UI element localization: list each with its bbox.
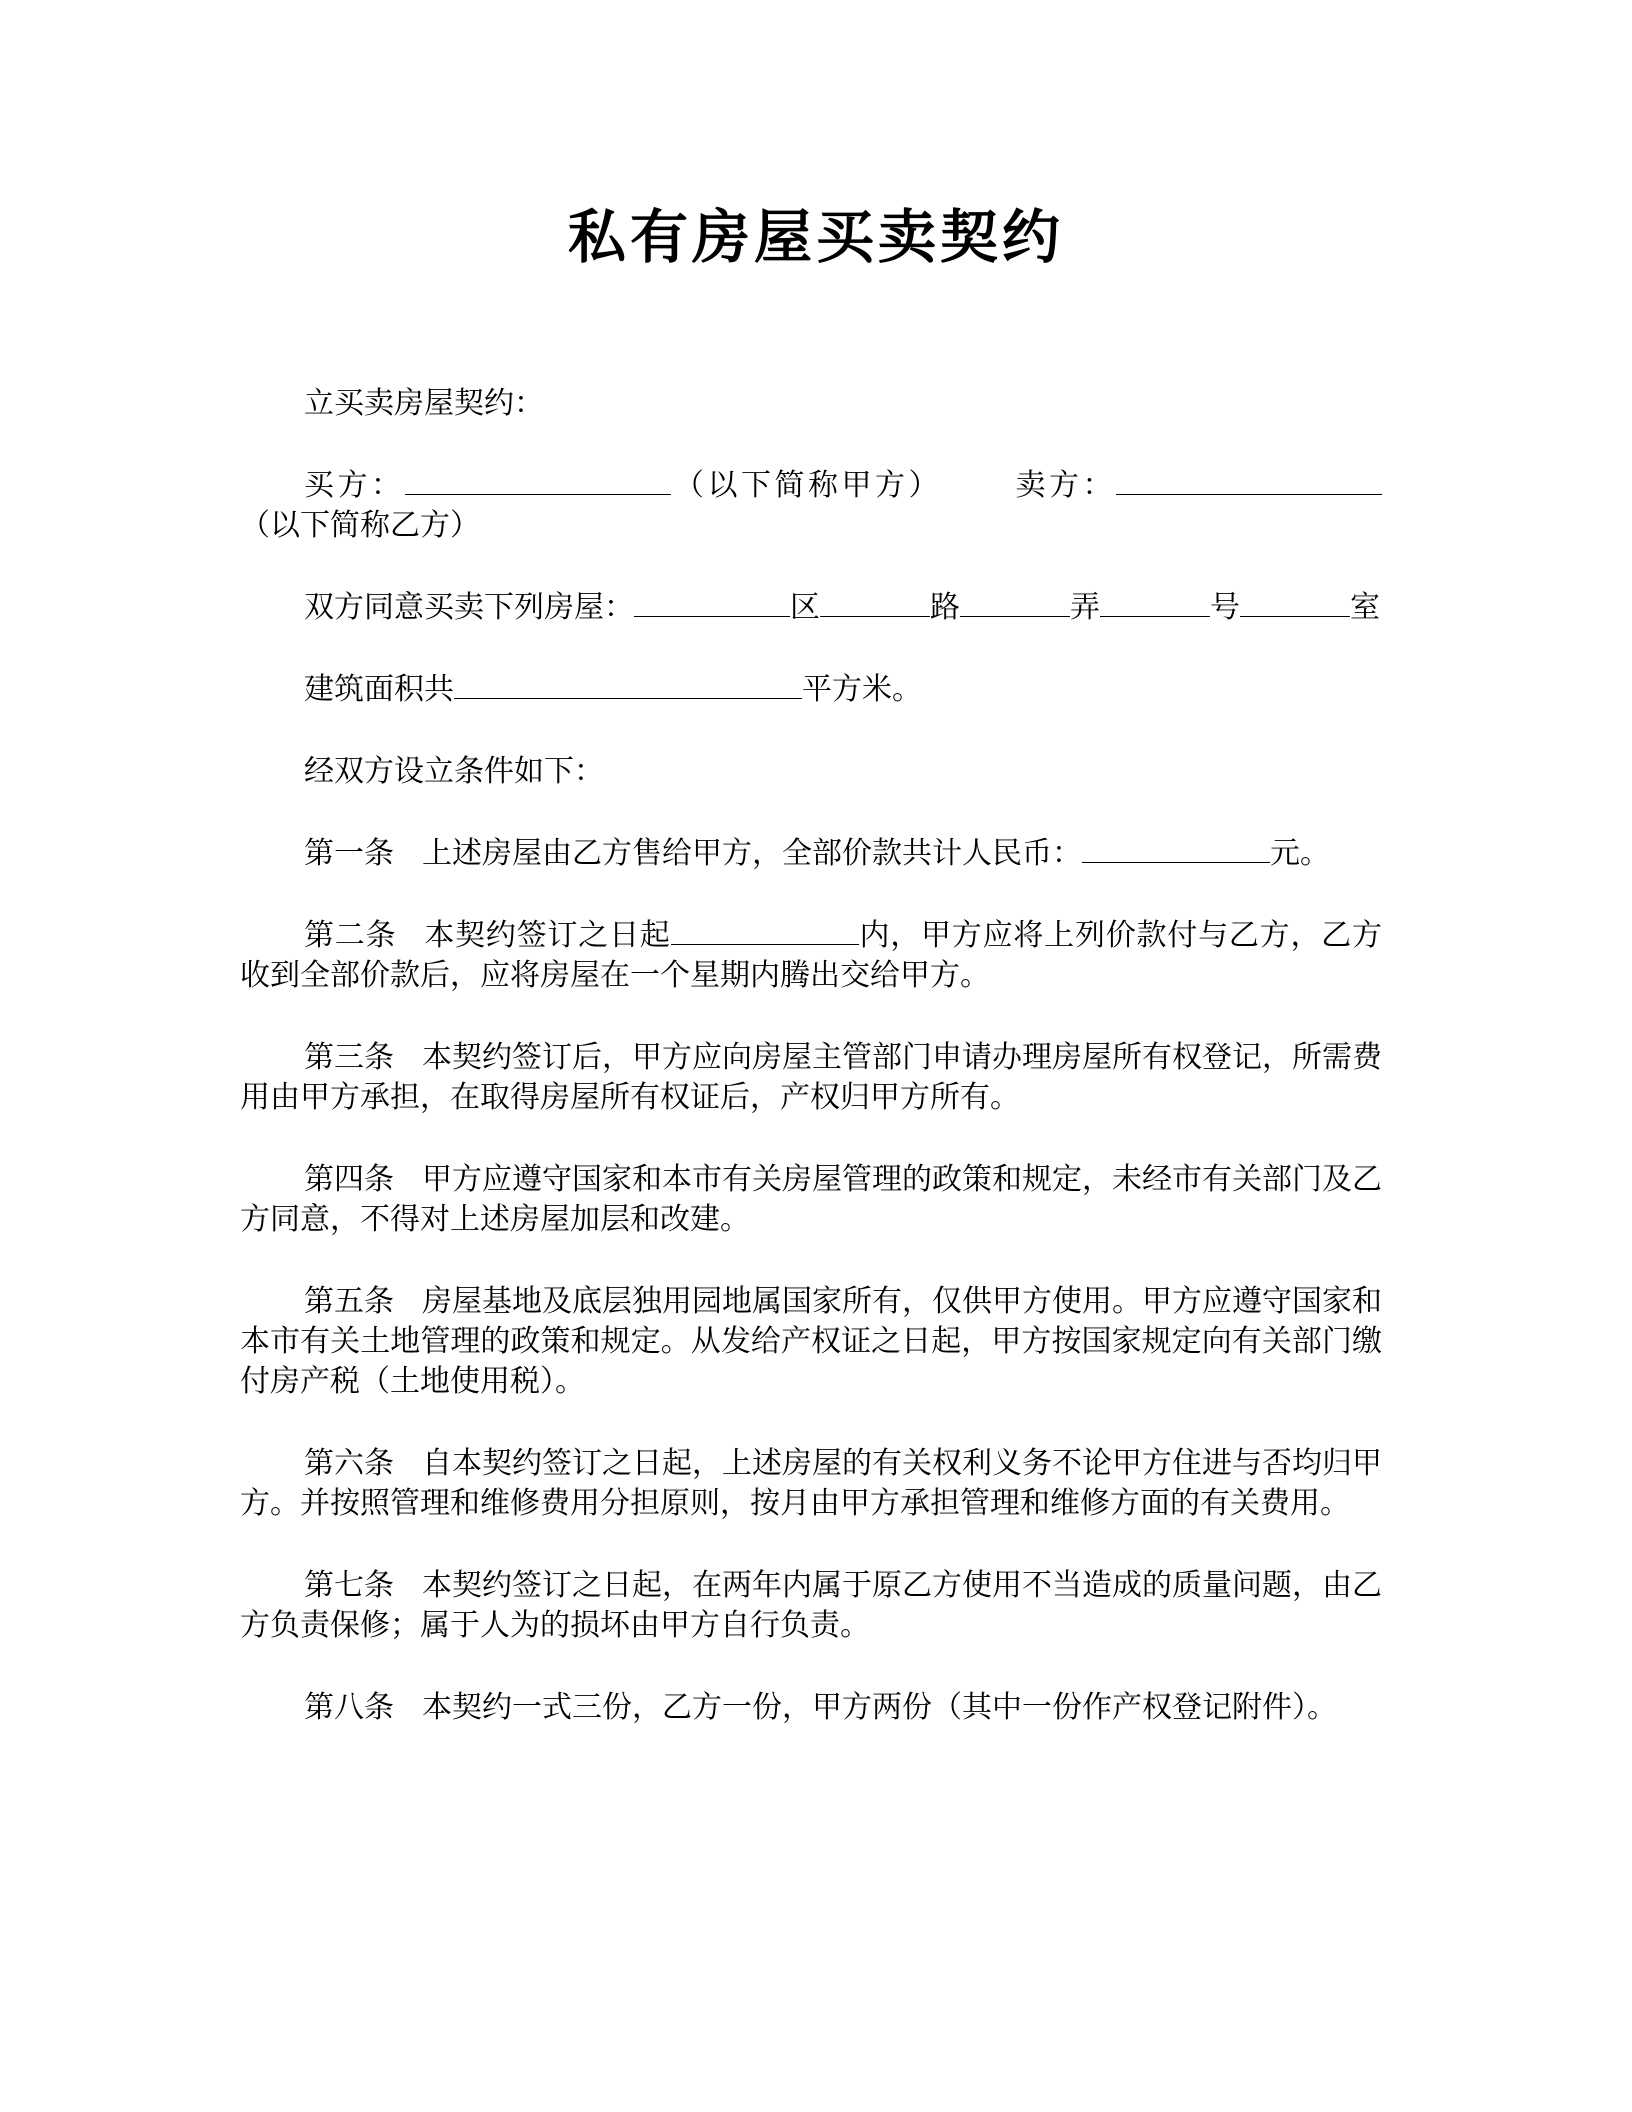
road-label: 路 <box>930 590 960 625</box>
buyer-name-blank[interactable] <box>405 466 671 495</box>
house-prefix: 双方同意买卖下列房屋： <box>304 590 634 625</box>
article-number: 第一条 <box>304 836 394 871</box>
article-2 <box>240 916 1382 996</box>
article-text: 本契约签订之日起，在两年内属于原乙方使用不当造成的质量问题，由乙方负责保修；属于人为的损坏由甲方自行负责。 <box>240 1568 1382 1643</box>
article-4 <box>240 1160 1382 1240</box>
buyer-label: 买方： <box>304 468 405 503</box>
document-body <box>240 384 1382 1770</box>
number-label: 号 <box>1210 590 1240 625</box>
paragraph-area <box>240 670 1382 710</box>
article-3 <box>240 1038 1382 1118</box>
paragraph-conditions: 经双方设立条件如下： <box>304 754 604 789</box>
lane-blank[interactable] <box>960 588 1070 617</box>
district-label: 区 <box>790 590 820 625</box>
article-text-end: 元。 <box>1270 836 1330 871</box>
article-text: 上述房屋由乙方售给甲方，全部价款共计人民币： <box>422 836 1082 871</box>
buyer-suffix: （以下简称甲方） <box>670 468 942 503</box>
document-title: 私有房屋买卖契约 <box>567 203 1064 271</box>
area-blank[interactable] <box>454 670 802 699</box>
article-number: 第五条 <box>304 1284 394 1319</box>
article-7 <box>240 1566 1382 1646</box>
number-blank[interactable] <box>1100 588 1210 617</box>
seller-label: 卖方： <box>1012 468 1116 503</box>
article-text: 本契约签订之日起 <box>424 918 671 953</box>
article-1 <box>240 834 1382 874</box>
article-number: 第二条 <box>304 918 397 953</box>
seller-suffix: （以下简称乙方） <box>240 508 480 543</box>
article-number: 第八条 <box>304 1690 394 1725</box>
article-text: 房屋基地及底层独用园地属国家所有，仅供甲方使用。甲方应遵守国家和本市有关土地管理的政策和规定。从发给产权证之日起，甲方按国家规定向有关部门缴付房产税（土地使用税）。 <box>240 1284 1382 1399</box>
article-number: 第四条 <box>304 1162 394 1197</box>
article-text: 本契约签订后，甲方应向房屋主管部门申请办理房屋所有权登记，所需费用由甲方承担，在取得房屋所有权证后，产权归甲方所有。 <box>240 1040 1382 1115</box>
room-blank[interactable] <box>1240 588 1350 617</box>
area-suffix: 平方米。 <box>802 672 922 707</box>
article-number: 第七条 <box>304 1568 394 1603</box>
article-text: 本契约一式三份，乙方一份，甲方两份（其中一份作产权登记附件）。 <box>422 1690 1337 1725</box>
payment-period-blank[interactable] <box>671 916 859 945</box>
article-number: 第三条 <box>304 1040 394 1075</box>
article-8 <box>240 1688 1382 1728</box>
district-blank[interactable] <box>634 588 790 617</box>
paragraph-parties <box>240 466 1382 546</box>
area-prefix: 建筑面积共 <box>304 672 454 707</box>
room-label: 室 <box>1350 590 1380 625</box>
article-6 <box>240 1444 1382 1524</box>
seller-name-blank[interactable] <box>1116 466 1382 495</box>
paragraph-intro: 立买卖房屋契约： <box>304 386 544 421</box>
article-text: 甲方应遵守国家和本市有关房屋管理的政策和规定，未经市有关部门及乙方同意，不得对上述房屋加层和改建。 <box>240 1162 1382 1237</box>
price-blank[interactable] <box>1082 834 1270 863</box>
paragraph-house <box>240 588 1382 628</box>
article-text-end: 内，甲方应将上列价款付与乙方，乙方收到全部价款后，应将房屋在一个星期内腾出交给甲方。 <box>240 918 1383 993</box>
article-text: 自本契约签订之日起，上述房屋的有关权利义务不论甲方住进与否均归甲方。并按照管理和维修费用分担原则，按月由甲方承担管理和维修方面的有关费用。 <box>240 1446 1382 1521</box>
road-blank[interactable] <box>820 588 930 617</box>
article-number: 第六条 <box>304 1446 394 1481</box>
lane-label: 弄 <box>1070 590 1100 625</box>
article-5 <box>240 1282 1382 1402</box>
